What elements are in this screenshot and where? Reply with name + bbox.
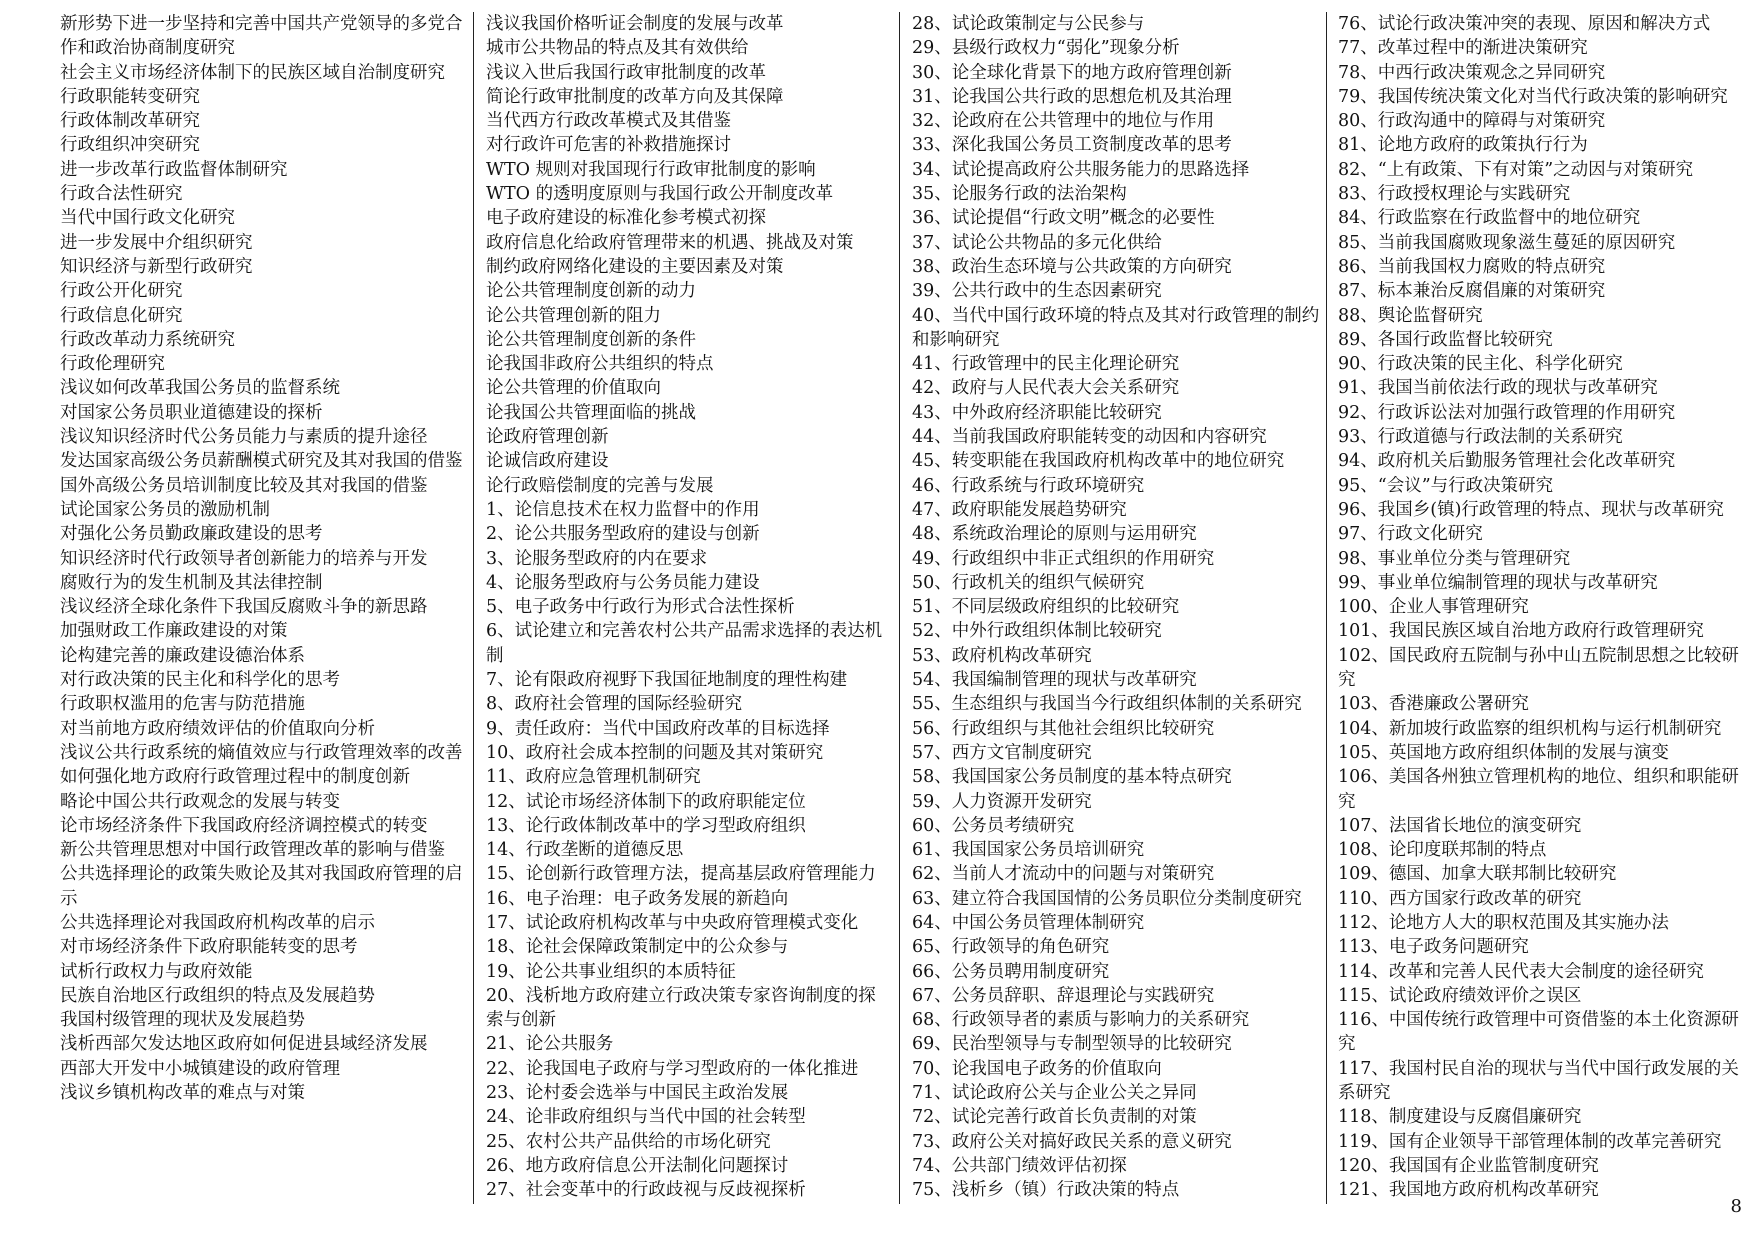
topic-item: 33、深化我国公务员工资制度改革的思考 [912,135,1232,156]
topic-item: 24、论非政府组织与当代中国的社会转型 [486,1107,806,1128]
topic-item: 113、电子政务问题研究 [1338,937,1529,958]
topic-item: 论我国非政府公共组织的特点 [486,354,714,375]
topic-item: 11、政府应急管理机制研究 [486,767,701,788]
topic-item: 当代中国行政文化研究 [60,208,235,229]
topic-item: 90、行政决策的民主化、科学化研究 [1338,354,1623,375]
topic-item: 53、政府机构改革研究 [912,645,1092,666]
topic-item: 100、企业人事管理研究 [1338,597,1529,618]
topic-item: 92、行政诉讼法对加强行政管理的作用研究 [1338,402,1676,423]
topic-item: 浅议知识经济时代公务员能力与素质的提升途径 [60,427,428,448]
topic-item: 77、改革过程中的渐进决策研究 [1338,38,1588,59]
topic-item: 83、行政授权理论与实践研究 [1338,184,1571,205]
topic-item: 发达国家高级公务员薪酬模式研究及其对我国的借鉴 [60,451,463,472]
topic-item: 32、论政府在公共管理中的地位与作用 [912,111,1215,132]
topic-item: 论市场经济条件下我国政府经济调控模式的转变 [60,815,428,836]
topic-item: 论行政赔偿制度的完善与发展 [486,475,714,496]
topic-item: 101、我国民族区域自治地方政府行政管理研究 [1338,621,1704,642]
topic-item: 62、当前人才流动中的问题与对策研究 [912,864,1215,885]
topic-item: 16、电子治理：电子政务发展的新趋向 [486,888,789,909]
topic-item: 60、公务员考绩研究 [912,815,1075,836]
topic-item: 61、我国国家公务员培训研究 [912,840,1145,861]
topic-item: 5、电子政务中行政行为形式合法性探析 [486,597,795,618]
topic-item: 论公共管理创新的阻力 [486,305,661,326]
topic-item: 10、政府社会成本控制的问题及其对策研究 [486,742,824,763]
topic-item: 行政组织冲突研究 [60,135,200,156]
topic-item: 95、“会议”与行政决策研究 [1338,475,1554,496]
topic-item: 117、我国村民自治的现状与当代中国行政发展的关系研究 [1338,1058,1739,1104]
topic-item: 行政信息化研究 [60,305,183,326]
topic-item: 论公共管理的价值取向 [486,378,661,399]
topic-item: 80、行政沟通中的障碍与对策研究 [1338,111,1606,132]
topic-item: 55、生态组织与我国当今行政组织体制的关系研究 [912,694,1302,715]
topic-item: 49、行政组织中非正式组织的作用研究 [912,548,1215,569]
topic-item: 37、试论公共物品的多元化供给 [912,232,1162,253]
topic-item: 79、我国传统决策文化对当代行政决策的影响研究 [1338,86,1728,107]
topic-item: 106、美国各州独立管理机构的地位、组织和职能研究 [1338,767,1739,812]
topic-item: 58、我国国家公务员制度的基本特点研究 [912,767,1232,788]
topic-item: 50、行政机关的组织气候研究 [912,572,1145,593]
topic-item: 新形势下进一步坚持和完善中国共产党领导的多党合作和政治协商制度研究 [60,14,463,59]
topic-item: 浅议公共行政系统的熵值效应与行政管理效率的改善 [60,742,463,763]
topic-item: 116、中国传统行政管理中可资借鉴的本土化资源研究 [1338,1010,1739,1055]
topic-item: 对市场经济条件下政府职能转变的思考 [60,937,358,958]
topic-item: 72、试论完善行政首长负责制的对策 [912,1107,1197,1128]
topic-item: 12、试论市场经济体制下的政府职能定位 [486,791,806,812]
topic-item: 社会主义市场经济体制下的民族区域自治制度研究 [60,62,445,83]
topic-item: 29、县级行政权力“弱化”现象分析 [912,38,1180,59]
topic-column-2 [486,12,891,1207]
topic-item: 西部大开发中小城镇建设的政府管理 [60,1058,340,1079]
topic-item: 对国家公务员职业道德建设的探析 [60,402,323,423]
topic-item: 17、试论政府机构改革与中央政府管理模式变化 [486,912,859,933]
page-number: 8 [1730,1196,1742,1217]
column-divider [1326,12,1327,1204]
topic-item: 67、公务员辞职、辞退理论与实践研究 [912,985,1215,1006]
topic-item: 知识经济时代行政领导者创新能力的培养与开发 [60,548,428,569]
topic-column-1 [60,12,465,1207]
column-divider [899,12,900,1204]
topic-item: 政府信息化给政府管理带来的机遇、挑战及对策 [486,232,854,253]
topic-item: 试论国家公务员的激励机制 [60,499,270,520]
topic-item: 27、社会变革中的行政歧视与反歧视探析 [486,1180,806,1201]
topic-item: 112、论地方人大的职权范围及其实施办法 [1338,912,1669,933]
topic-item: 34、试论提高政府公共服务能力的思路选择 [912,159,1250,180]
topic-item: 71、试论政府公关与企业公关之异同 [912,1083,1197,1104]
topic-item: 进一步改革行政监督体制研究 [60,159,288,180]
topic-item: 试析行政权力与政府效能 [60,961,253,982]
topic-item: 56、行政组织与其他社会组织比较研究 [912,718,1215,739]
topic-item: 14、行政垄断的道德反思 [486,840,684,861]
topic-item: 88、舆论监督研究 [1338,305,1483,326]
topic-item: 103、香港廉政公署研究 [1338,694,1529,715]
topic-item: 电子政府建设的标准化参考模式初探 [486,208,766,229]
topic-item: 浅议我国价格听证会制度的发展与改革 [486,14,784,34]
topic-item: 102、国民政府五院制与孙中山五院制思想之比较研究 [1338,645,1739,691]
topic-item: 28、试论政策制定与公民参与 [912,14,1145,34]
topic-item: 国外高级公务员培训制度比较及其对我国的借鉴 [60,475,428,496]
topic-item: 进一步发展中介组织研究 [60,232,253,253]
topic-item: 论我国公共管理面临的挑战 [486,402,696,423]
topic-item: 浅议经济全球化条件下我国反腐败斗争的新思路 [60,597,428,618]
topic-item: 107、法国省长地位的演变研究 [1338,815,1582,836]
topic-item: 浅议乡镇机构改革的难点与对策 [60,1083,305,1104]
topic-item: 63、建立符合我国国情的公务员职位分类制度研究 [912,888,1302,909]
topic-item: 7、论有限政府视野下我国征地制度的理性构建 [486,670,848,691]
topic-item: 行政改革动力系统研究 [60,329,235,350]
topic-item: 108、论印度联邦制的特点 [1338,840,1547,861]
topic-item: WTO 规则对我国现行行政审批制度的影响 [486,159,816,180]
topic-item: 行政公开化研究 [60,281,183,302]
topic-item: 54、我国编制管理的现状与改革研究 [912,670,1197,691]
topic-item: 加强财政工作廉政建设的对策 [60,621,288,642]
topic-item: 浅析西部欠发达地区政府如何促进县域经济发展 [60,1034,428,1055]
topic-item: 制约政府网络化建设的主要因素及对策 [486,256,784,277]
topic-item: 22、论我国电子政府与学习型政府的一体化推进 [486,1058,859,1079]
topic-item: 97、行政文化研究 [1338,524,1483,545]
topic-item: 104、新加坡行政监察的组织机构与运行机制研究 [1338,718,1722,739]
topic-item: 96、我国乡(镇)行政管理的特点、现状与改革研究 [1338,499,1724,520]
topic-item: 68、行政领导者的素质与影响力的关系研究 [912,1010,1250,1031]
topic-item: 19、论公共事业组织的本质特征 [486,961,736,982]
topic-item: 21、论公共服务 [486,1034,614,1055]
topic-item: 89、各国行政监督比较研究 [1338,329,1553,350]
topic-item: 85、当前我国腐败现象滋生蔓延的原因研究 [1338,232,1676,253]
topic-item: 知识经济与新型行政研究 [60,256,253,277]
topic-item: 110、西方国家行政改革的研究 [1338,888,1582,909]
topic-item: 120、我国国有企业监管制度研究 [1338,1155,1599,1176]
topic-item: 44、当前我国政府职能转变的动因和内容研究 [912,427,1267,448]
topic-item: 65、行政领导的角色研究 [912,937,1110,958]
topic-item: 98、事业单位分类与管理研究 [1338,548,1571,569]
topic-item: 31、论我国公共行政的思想危机及其治理 [912,86,1232,107]
topic-item: 118、制度建设与反腐倡廉研究 [1338,1107,1582,1128]
topic-item: 如何强化地方政府行政管理过程中的制度创新 [60,767,410,788]
topic-item: 36、试论提倡“行政文明”概念的必要性 [912,208,1215,229]
topic-item: 87、标本兼治反腐倡廉的对策研究 [1338,281,1606,302]
topic-item: 42、政府与人民代表大会关系研究 [912,378,1180,399]
topic-item: 9、责任政府：当代中国政府改革的目标选择 [486,718,830,739]
topic-item: 我国村级管理的现状及发展趋势 [60,1010,305,1031]
topic-item: 23、论村委会选举与中国民主政治发展 [486,1083,789,1104]
topic-item: 论诚信政府建设 [486,451,609,472]
topic-item: 26、地方政府信息公开法制化问题探讨 [486,1155,789,1176]
topic-item: 43、中外政府经济职能比较研究 [912,402,1162,423]
topic-item: 66、公务员聘用制度研究 [912,961,1110,982]
topic-item: 52、中外行政组织体制比较研究 [912,621,1162,642]
topic-item: 46、行政系统与行政环境研究 [912,475,1145,496]
topic-item: 105、英国地方政府组织体制的发展与演变 [1338,742,1669,763]
topic-item: 行政体制改革研究 [60,111,200,132]
topic-item: 84、行政监察在行政监督中的地位研究 [1338,208,1641,229]
topic-item: 109、德国、加拿大联邦制比较研究 [1338,864,1617,885]
topic-item: 48、系统政治理论的原则与运用研究 [912,524,1197,545]
topic-item: 121、我国地方政府机构改革研究 [1338,1180,1599,1201]
topic-item: 论构建完善的廉政建设德治体系 [60,645,305,666]
topic-item: 3、论服务型政府的内在要求 [486,548,708,569]
topic-item: 51、不同层级政府组织的比较研究 [912,597,1180,618]
topic-item: 25、农村公共产品供给的市场化研究 [486,1131,771,1152]
topic-item: 行政职能转变研究 [60,86,200,107]
topic-item: 41、行政管理中的民主化理论研究 [912,354,1180,375]
topic-item: 13、论行政体制改革中的学习型政府组织 [486,815,806,836]
topic-item: 1、论信息技术在权力监督中的作用 [486,499,760,520]
topic-item: 对强化公务员勤政廉政建设的思考 [60,524,323,545]
topic-item: 公共选择理论的政策失败论及其对我国政府管理的启示 [60,864,463,909]
topic-item: 公共选择理论对我国政府机构改革的启示 [60,912,375,933]
topic-item: 82、“上有政策、下有对策”之动因与对策研究 [1338,159,1694,180]
topic-item: 4、论服务型政府与公务员能力建设 [486,572,760,593]
topic-item: 35、论服务行政的法治架构 [912,184,1127,205]
topic-item: 75、浅析乡（镇）行政决策的特点 [912,1180,1180,1201]
topic-item: 47、政府职能发展趋势研究 [912,499,1127,520]
topic-item: 74、公共部门绩效评估初探 [912,1155,1127,1176]
topic-item: WTO 的透明度原则与我国行政公开制度改革 [486,184,834,205]
topic-column-4 [1338,12,1746,1207]
topic-item: 38、政治生态环境与公共政策的方向研究 [912,256,1232,277]
topic-item: 93、行政道德与行政法制的关系研究 [1338,427,1623,448]
topic-item: 45、转变职能在我国政府机构改革中的地位研究 [912,451,1285,472]
topic-item: 新公共管理思想对中国行政管理改革的影响与借鉴 [60,840,445,861]
topic-item: 59、人力资源开发研究 [912,791,1092,812]
topic-item: 腐败行为的发生机制及其法律控制 [60,572,323,593]
topic-item: 对行政许可危害的补救措施探讨 [486,135,731,156]
topic-item: 81、论地方政府的政策执行行为 [1338,135,1588,156]
topic-item: 70、论我国电子政务的价值取向 [912,1058,1162,1079]
topic-item: 8、政府社会管理的国际经验研究 [486,694,743,715]
topic-item: 行政职权滥用的危害与防范措施 [60,694,305,715]
topic-item: 73、政府公关对搞好政民关系的意义研究 [912,1131,1232,1152]
topic-item: 30、论全球化背景下的地方政府管理创新 [912,62,1232,83]
topic-item: 39、公共行政中的生态因素研究 [912,281,1162,302]
column-divider [473,12,474,1204]
topic-item: 76、试论行政决策冲突的表现、原因和解决方式 [1338,14,1711,34]
topic-item: 简论行政审批制度的改革方向及其保障 [486,86,784,107]
topic-item: 对行政决策的民主化和科学化的思考 [60,670,340,691]
topic-item: 民族自治地区行政组织的特点及发展趋势 [60,985,375,1006]
topic-item: 18、论社会保障政策制定中的公众参与 [486,937,789,958]
topic-item: 115、试论政府绩效评价之误区 [1338,985,1582,1006]
topic-item: 行政伦理研究 [60,354,165,375]
topic-item: 86、当前我国权力腐败的特点研究 [1338,256,1606,277]
topic-item: 浅议如何改革我国公务员的监督系统 [60,378,340,399]
topic-item: 行政合法性研究 [60,184,183,205]
topic-item: 99、事业单位编制管理的现状与改革研究 [1338,572,1658,593]
topic-item: 浅议入世后我国行政审批制度的改革 [486,62,766,83]
topic-item: 78、中西行政决策观念之异同研究 [1338,62,1606,83]
topic-item: 对当前地方政府绩效评估的价值取向分析 [60,718,375,739]
topic-item: 15、论创新行政管理方法，提高基层政府管理能力 [486,864,876,885]
topic-item: 当代西方行政改革模式及其借鉴 [486,111,731,132]
topic-item: 论公共管理制度创新的条件 [486,329,696,350]
topic-item: 论公共管理制度创新的动力 [486,281,696,302]
topic-item: 69、民治型领导与专制型领导的比较研究 [912,1034,1232,1055]
topic-item: 64、中国公务员管理体制研究 [912,912,1145,933]
topic-item: 40、当代中国行政环境的特点及其对行政管理的制约和影响研究 [912,305,1320,350]
topic-item: 略论中国公共行政观念的发展与转变 [60,791,340,812]
topic-item: 20、浅析地方政府建立行政决策专家咨询制度的探索与创新 [486,985,876,1031]
topic-item: 6、试论建立和完善农村公共产品需求选择的表达机制 [486,621,883,666]
topic-item: 论政府管理创新 [486,427,609,448]
topic-item: 57、西方文官制度研究 [912,742,1092,763]
topic-item: 2、论公共服务型政府的建设与创新 [486,524,760,545]
topic-column-3 [912,12,1320,1207]
topic-item: 94、政府机关后勤服务管理社会化改革研究 [1338,451,1676,472]
topic-item: 城市公共物品的特点及其有效供给 [486,38,749,59]
topic-item: 114、改革和完善人民代表大会制度的途径研究 [1338,961,1704,982]
topic-item: 91、我国当前依法行政的现状与改革研究 [1338,378,1658,399]
topic-item: 119、国有企业领导干部管理体制的改革完善研究 [1338,1131,1722,1152]
